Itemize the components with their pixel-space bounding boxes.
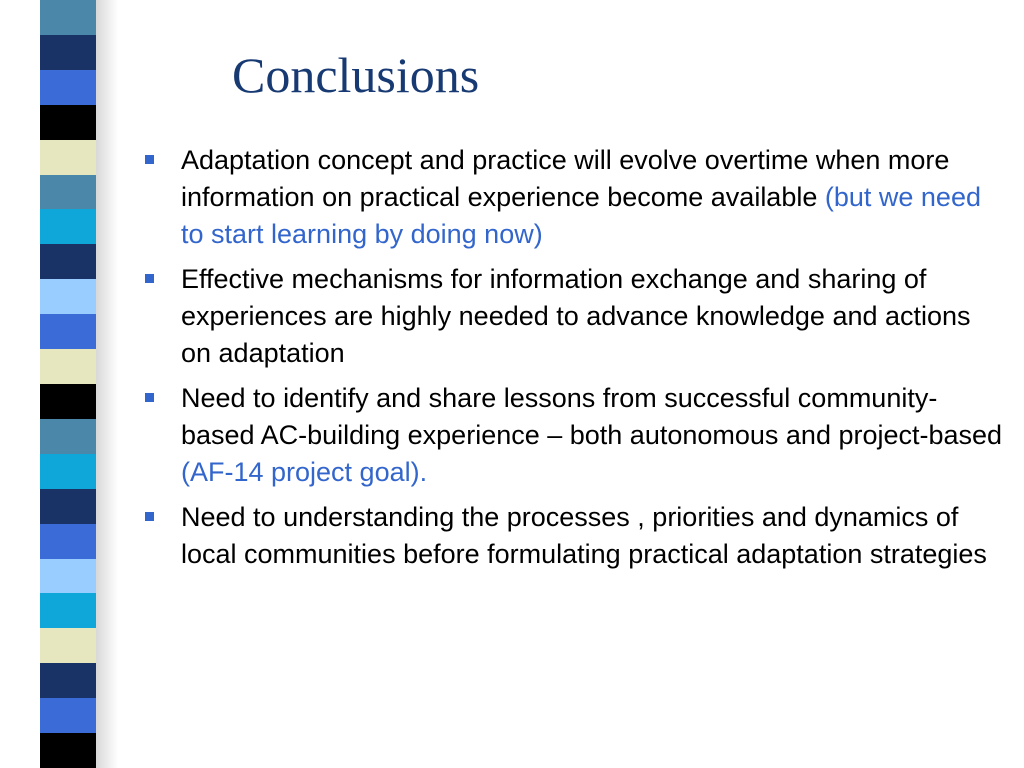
bullet-highlight: (but we need to start learning by doing now) [181, 182, 981, 249]
stripe-band [40, 454, 96, 489]
stripe-band [40, 559, 96, 594]
bullet-text: Adaptation concept and practice will evolve overtime when more information on practical experience become available [181, 145, 950, 212]
stripe-band [40, 175, 96, 210]
decorative-stripe [0, 0, 118, 768]
square-bullet-icon [145, 155, 154, 164]
stripe-band [40, 663, 96, 698]
slide-title: Conclusions [232, 47, 480, 103]
stripe-band [40, 209, 96, 244]
bullet-item [143, 261, 1003, 372]
square-bullet-icon [145, 512, 154, 521]
bullet-highlight: (AF-14 project goal). [181, 457, 428, 487]
bullet-text: Need to understanding the processes , priorities and dynamics of local communities before formulating practical adaptation strategies [181, 502, 987, 569]
stripe-band [40, 593, 96, 628]
bullet-item [143, 380, 1003, 491]
bullet-text: Effective mechanisms for information exchange and sharing of experiences are highly needed to advance knowledge and actions on adaptation [181, 264, 971, 368]
stripe-band [40, 419, 96, 454]
stripe-band [40, 489, 96, 524]
bullet-item [143, 499, 1003, 573]
stripe-band [40, 105, 96, 140]
bullet-list [143, 142, 1003, 581]
square-bullet-icon [145, 274, 154, 283]
stripe-band [40, 140, 96, 175]
square-bullet-icon [145, 393, 154, 402]
stripe-band [40, 733, 96, 768]
bullet-item [143, 142, 1003, 253]
stripe-band [40, 628, 96, 663]
stripe-band [40, 244, 96, 279]
stripe-band [40, 0, 96, 35]
stripe-bands [40, 0, 96, 768]
stripe-band [40, 384, 96, 419]
stripe-band [40, 698, 96, 733]
stripe-shadow [96, 0, 118, 768]
stripe-band [40, 524, 96, 559]
stripe-band [40, 35, 96, 70]
stripe-band [40, 279, 96, 314]
bullet-text: Need to identify and share lessons from successful community-based AC-building experience – both autonomous and project-based [181, 383, 1003, 450]
stripe-band [40, 70, 96, 105]
stripe-band [40, 314, 96, 349]
stripe-band [40, 349, 96, 384]
